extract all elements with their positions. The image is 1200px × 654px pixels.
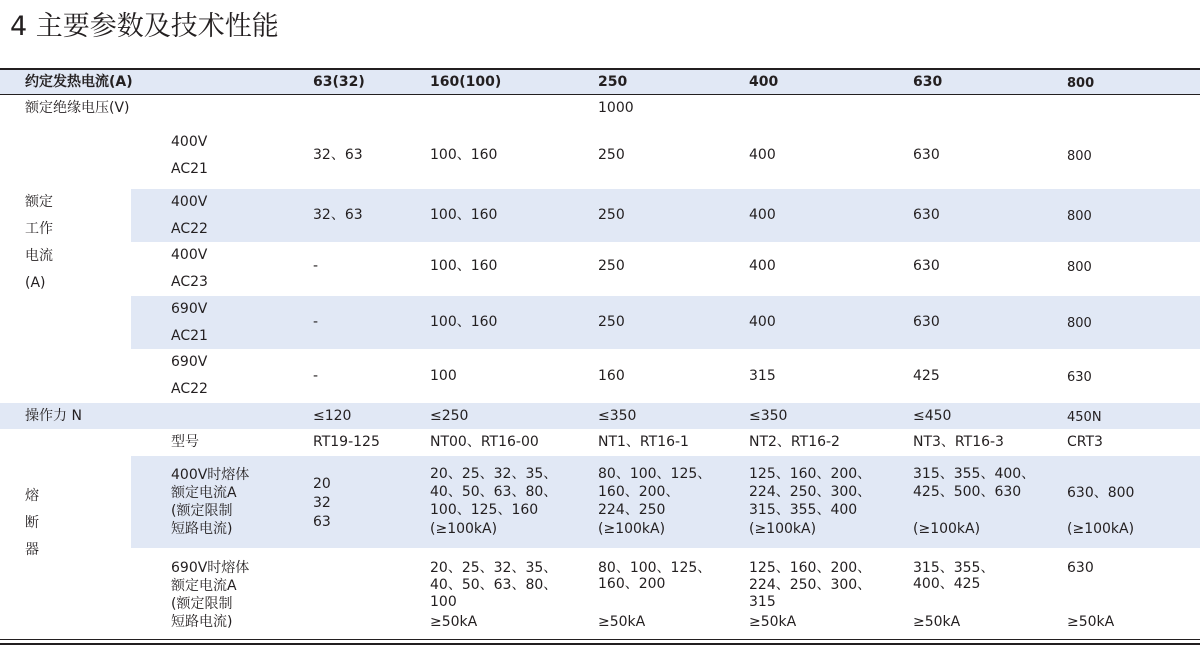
row-band [131,189,1200,242]
table-cell: 100、160 [430,207,498,223]
table-cell: 315 [749,594,776,610]
table-cell: 100、160 [430,258,498,274]
insulation-label: 额定绝缘电压(V) [25,100,130,116]
working-label: 电流 [25,248,53,264]
table-cell: 250 [598,258,625,274]
fuse-label: 断 [25,515,39,531]
table-cell: (≥100kA) [1067,521,1135,537]
table-cell: 125、160、200、 [749,560,872,576]
fuse-400-label: (额定限制 [171,503,233,519]
table-cell: ≥50kA [1067,614,1115,630]
table-cell: 315、355、 [913,560,995,576]
table-cell: 250 [598,147,625,163]
header-col: 63(32) [313,74,365,90]
table-cell: 160 [598,368,625,384]
fuse-label: 器 [25,542,39,558]
table-cell: ≤350 [749,408,788,424]
table-cell: 32、63 [313,147,363,163]
header-col: 160(100) [430,74,502,90]
table-cell: 800 [1067,209,1092,224]
table-cell: ≤120 [313,408,352,424]
table-cell: 630 [913,258,940,274]
table-cell: 400 [749,207,776,223]
table-cell: 315 [749,368,776,384]
working-label: 工作 [25,221,53,237]
table-cell: 250 [598,207,625,223]
table-cell: - [313,314,319,330]
row-category: AC21 [171,161,208,177]
force-label: 操作力 N [25,408,82,424]
table-cell: 20 [313,476,331,492]
table-cell: (≥100kA) [913,521,981,537]
table-cell: 400、425 [913,576,981,592]
fuse-690-label: 额定电流A [171,578,237,594]
table-cell: 100 [430,368,457,384]
table-cell: ≥50kA [598,614,646,630]
table-cell: 450N [1067,410,1102,425]
table-cell: 800 [1067,260,1092,275]
table-cell: RT19-125 [313,434,380,450]
row-band [131,296,1200,349]
fuse-690-label: 短路电流) [171,614,233,630]
bottom-rule [0,639,1200,640]
header-col: 630 [913,74,943,90]
insulation-value: 1000 [598,100,634,116]
table-cell: 20、25、32、35、 [430,560,558,576]
table-cell: 224、250 [598,502,666,518]
table-cell: (≥100kA) [430,521,498,537]
table-cell: 630 [913,147,940,163]
table-cell: 100、125、160 [430,502,539,518]
table-cell: (≥100kA) [749,521,817,537]
table-cell: 224、250、300、 [749,484,872,500]
row-voltage: 690V [171,354,208,370]
table-cell: 425 [913,368,940,384]
table-cell: 800 [1067,149,1092,164]
table-cell: 80、100、125、 [598,466,712,482]
page-title: 4 主要参数及技术性能 [10,11,279,42]
row-voltage: 400V [171,247,208,263]
row-category: AC21 [171,328,208,344]
top-rule [0,68,1200,70]
table-cell: 400 [749,314,776,330]
table-cell: 630、800 [1067,485,1135,501]
header-label: 约定发热电流(A) [25,74,133,90]
header-col: 250 [598,74,628,90]
header-rule [0,94,1200,95]
table-cell: 400 [749,147,776,163]
fuse-690-label: (额定限制 [171,596,233,612]
header-col: 400 [749,74,779,90]
fuse-label: 熔 [25,488,39,504]
table-cell: 315、355、400、 [913,466,1036,482]
fuse-400-label: 额定电流A [171,485,237,501]
table-cell: NT3、RT16-3 [913,434,1004,450]
table-cell: 63 [313,514,331,530]
table-cell: ≤350 [598,408,637,424]
fuse-400-label: 短路电流) [171,521,233,537]
table-cell: 100 [430,594,457,610]
working-label: 额定 [25,194,53,210]
row-category: AC23 [171,274,208,290]
table-cell: (≥100kA) [598,521,666,537]
row-category: AC22 [171,381,208,397]
table-cell: 630 [913,314,940,330]
table-cell: NT00、RT16-00 [430,434,539,450]
fuse-400-label: 400V时熔体 [171,467,250,483]
table-cell: NT2、RT16-2 [749,434,840,450]
table-cell: 630 [913,207,940,223]
table-cell: - [313,368,319,384]
row-voltage: 400V [171,194,208,210]
table-cell: ≥50kA [749,614,797,630]
table-cell: 125、160、200、 [749,466,872,482]
table-cell: 160、200 [598,576,666,592]
table-cell: ≤450 [913,408,952,424]
table-cell: - [313,258,319,274]
table-cell: 100、160 [430,147,498,163]
table-cell: 630 [1067,370,1092,385]
row-category: AC22 [171,221,208,237]
table-cell: 20、25、32、35、 [430,466,558,482]
table-cell: ≥50kA [430,614,478,630]
row-voltage: 690V [171,301,208,317]
table-cell: 425、500、630 [913,484,1022,500]
table-cell: 160、200、 [598,484,680,500]
table-cell: NT1、RT16-1 [598,434,689,450]
row-voltage: 400V [171,134,208,150]
table-cell: ≥50kA [913,614,961,630]
table-cell: 32 [313,495,331,511]
table-cell: 800 [1067,316,1092,331]
table-cell: 224、250、300、 [749,577,872,593]
table-cell: 32、63 [313,207,363,223]
table-cell: 630 [1067,560,1094,576]
fuse-model-label: 型号 [171,434,199,450]
table-cell: 100、160 [430,314,498,330]
bottom-rule [0,643,1200,645]
table-cell: 400 [749,258,776,274]
table-cell: 250 [598,314,625,330]
table-cell: 40、50、63、80、 [430,484,558,500]
working-label: (A) [25,275,46,291]
header-col: 800 [1067,76,1095,91]
fuse-690-label: 690V时熔体 [171,560,250,576]
table-cell: 80、100、125、 [598,560,712,576]
table-cell: 315、355、400 [749,502,858,518]
table-cell: CRT3 [1067,434,1103,450]
table-cell: 40、50、63、80、 [430,577,558,593]
table-cell: ≤250 [430,408,469,424]
